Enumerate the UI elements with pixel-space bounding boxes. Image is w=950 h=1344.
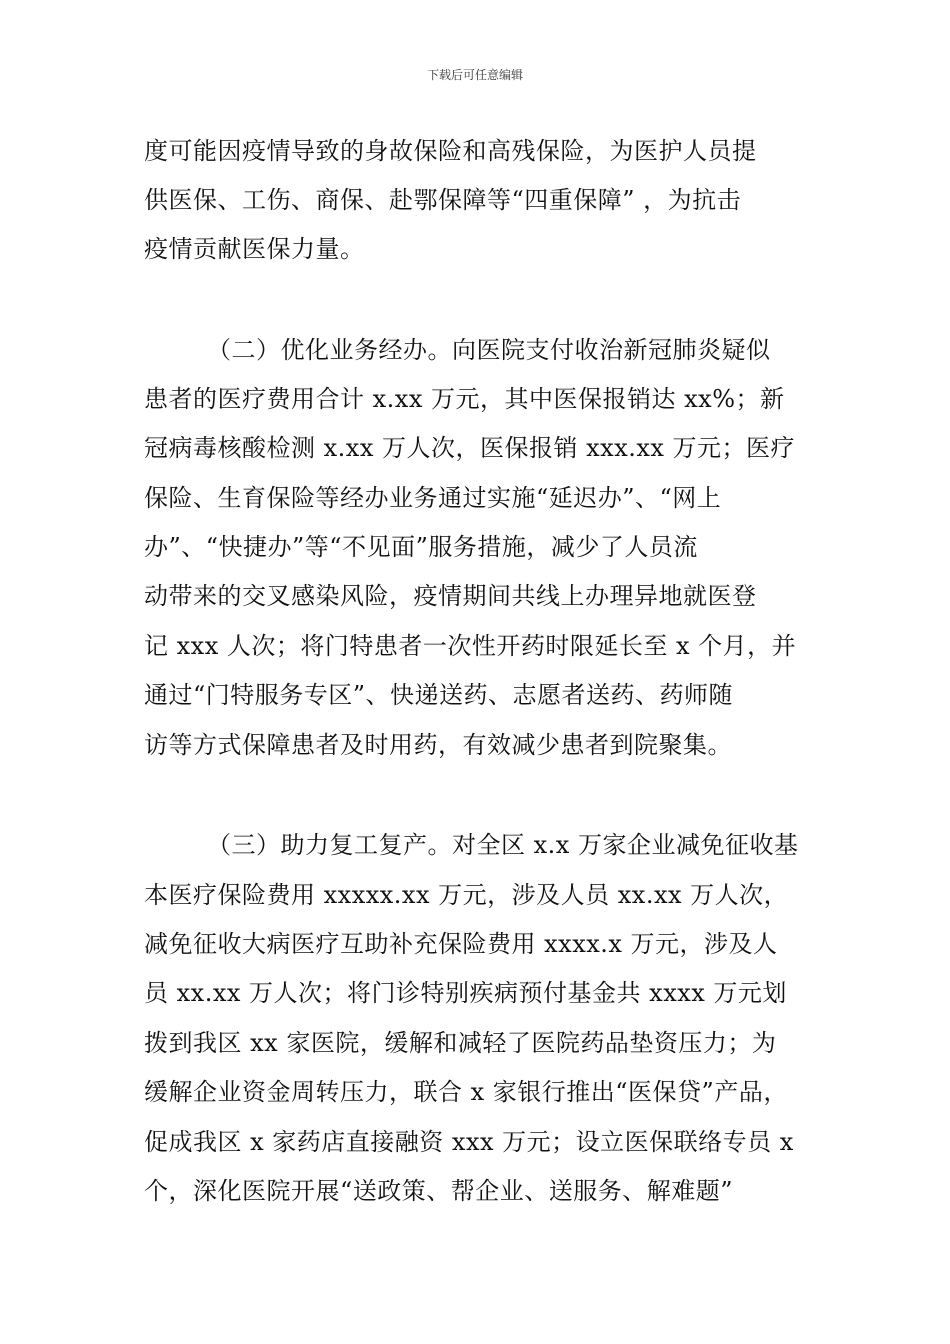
text-line: 员 xx.xx 万人次；将门诊特别疾病预付基金共 xxxx 万元划 bbox=[144, 979, 787, 1007]
text-line: 减免征收大病医疗互助补充保险费用 xxxx.x 万元，涉及人 bbox=[144, 930, 778, 958]
text-line: 办”、“快捷办”等“不见面”服务措施，减少了人员流 bbox=[144, 533, 698, 561]
text-line: 拨到我区 xx 家医院，缓解和减轻了医院药品垫资压力；为 bbox=[144, 1029, 777, 1057]
text-line: 冠病毒核酸检测 x.xx 万人次，医保报销 xxx.xx 万元；医疗 bbox=[144, 434, 796, 462]
text-line: 疫情贡献医保力量。 bbox=[144, 235, 365, 263]
text-line: （三）助力复工复产。对全区 x.x 万家企业减免征收基 bbox=[207, 831, 799, 859]
text-line: 动带来的交叉感染风险，疫情期间共线上办理异地就医登 bbox=[144, 582, 757, 610]
page-header-note: 下载后可任意编辑 bbox=[426, 68, 523, 82]
text-line: 促成我区 x 家药店直接融资 xxx 万元；设立医保联络专员 x bbox=[144, 1128, 794, 1156]
text-line: 访等方式保障患者及时用药，有效减少患者到院聚集。 bbox=[144, 731, 732, 759]
text-line: 缓解企业资金周转压力，联合 x 家银行推出“医保贷”产品， bbox=[144, 1078, 788, 1106]
text-line: （二）优化业务经办。向医院支付收治新冠肺炎疑似 bbox=[207, 336, 771, 364]
text-line: 个，深化医院开展“送政策、帮企业、送服务、解难题” bbox=[144, 1177, 734, 1205]
text-line: 本医疗保险费用 xxxxx.xx 万元，涉及人员 xx.xx 万人次， bbox=[144, 881, 789, 909]
text-line: 度可能因疫情导致的身故保险和高残保险，为医护人员提 bbox=[144, 137, 757, 165]
text-line: 患者的医疗费用合计 x.xx 万元，其中医保报销达 xx%；新 bbox=[144, 385, 785, 413]
text-line: 通过“门特服务专区”、快递送药、志愿者送药、药师随 bbox=[144, 681, 734, 709]
text-line: 供医保、工伤、商保、赴鄂保障等“四重保障” ，为抗击 bbox=[144, 186, 742, 214]
text-line: 记 xxx 人次；将门特患者一次性开药时限延长至 x 个月，并 bbox=[144, 632, 797, 660]
text-line: 保险、生育保险等经办业务通过实施“延迟办”、“网上 bbox=[144, 484, 722, 512]
